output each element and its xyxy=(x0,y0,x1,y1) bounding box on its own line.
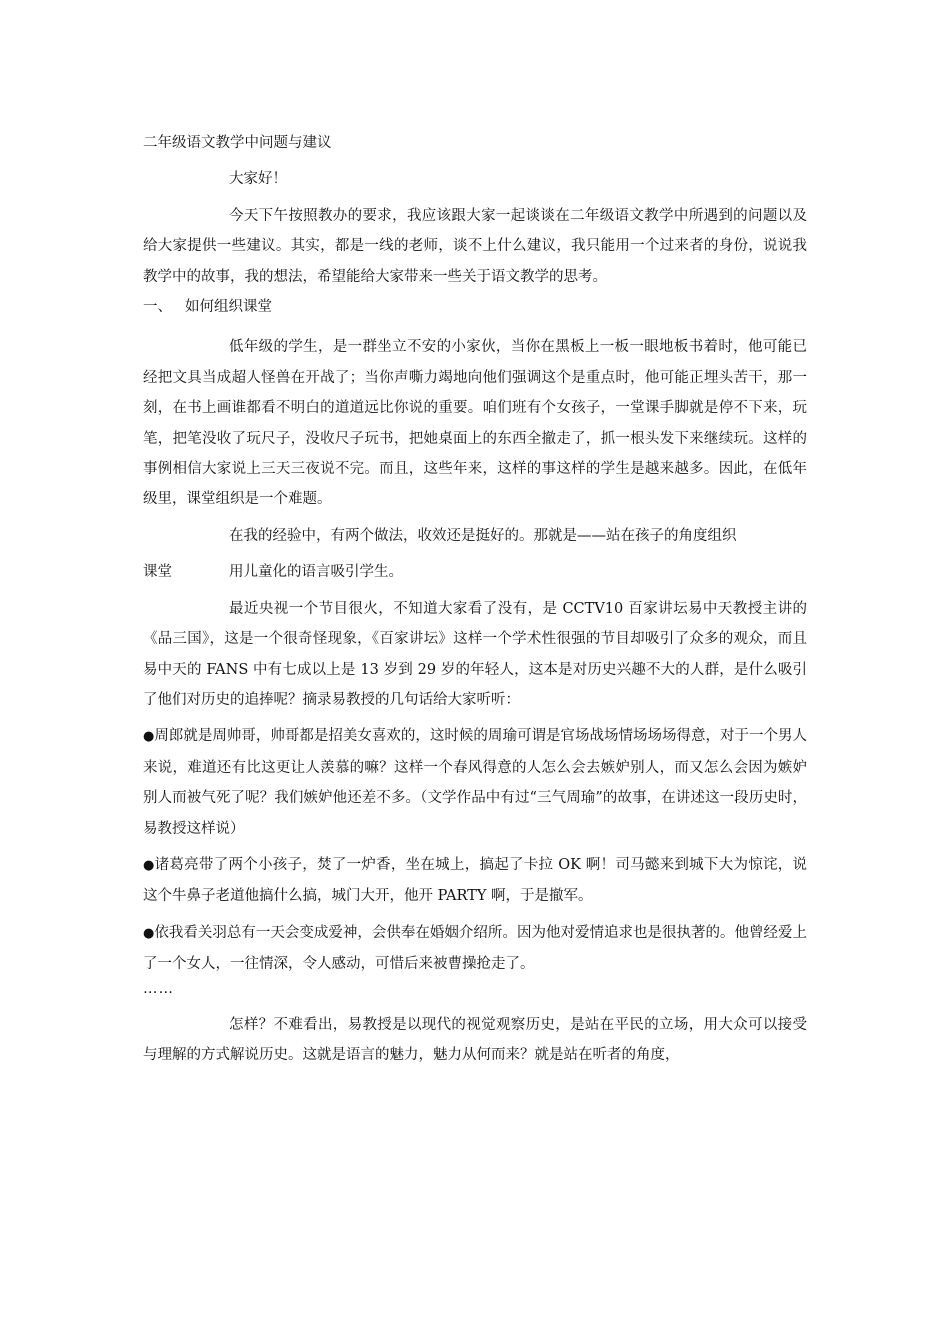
ellipsis: …… xyxy=(143,980,174,997)
quote-text: 依我看关羽总有一天会变成爱神，会供奉在婚姻介绍所。因为他对爱情追求也是很执著的。他曾经爱上了一个女人，一往情深，令人感动，可惜后来被曹操抢走了。 xyxy=(143,924,808,973)
greeting: 大家好！ xyxy=(229,171,287,188)
bullet-icon: ● xyxy=(143,857,155,873)
paragraph-conclusion: 怎样？不难看出，易教授是以现代的视觉观察历史，是站在平民的立场，用大众可以接受与理解的方式解说历史。这就是语言的魅力，魅力从何而来？就是站在听者的角度， xyxy=(143,1016,807,1063)
paragraph-cctv-program: 最近央视一个节目很火，不知道大家看了没有，是 CCTV10 百家讲坛易中天教授主讲的《品三国》，这是一个很奇怪现象，《百家讲坛》这样一个学术性很强的节目却吸引了众多的观众，而且易中天的 FANS 中有七成以上是 13 岁到 29 岁的年轻人，这本是对历史兴趣不大的人群，是什么吸引了他们对历史的追捧呢？摘录易教授的几句话给大家听听： xyxy=(143,600,807,708)
paragraph-experience-lead: 在我的经验中，有两个做法，收效还是挺好的。那就是——站在孩子的角度组织 xyxy=(229,527,737,544)
bullet-icon: ● xyxy=(143,925,155,941)
paragraph-experience-tail-label: 课堂 xyxy=(143,564,172,581)
paragraph-classroom-problem: 低年级的学生，是一群坐立不安的小家伙，当你在黑板上一板一眼地板书着时，他可能已经把文具当成超人怪兽在开战了；当你声嘶力竭地向他们强调这个是重点时，他可能正埋头苦干，那一刻，在书上画谁都看不明白的道道远比你说的重要。咱们班有个女孩子，一堂课手脚就是停不下来，玩笔，把笔没收了玩尺子，没收尺子玩书，把她桌面上的东西全撤走了，抓一根头发下来继续玩。这样的事例相信大家说上三天三夜说不完。而且，这些年来，这样的事这样的学生是越来越多。因此，在低年级里，课堂组织是一个难题。 xyxy=(143,339,807,508)
section-heading xyxy=(143,292,807,322)
document-body xyxy=(143,128,807,1070)
intro-paragraph: 今天下午按照教办的要求，我应该跟大家一起谈谈在二年级语文教学中所遇到的问题以及给大家提供一些建议。其实，都是一线的老师，谈不上什么建议，我只能用一个过来者的身份，说说我教学中的故事，我的想法，希望能给大家带来一些关于语文教学的思考。 xyxy=(143,207,807,285)
paragraph-experience-tail xyxy=(143,557,807,587)
section-number: 一、 xyxy=(143,299,172,316)
paragraph-experience-tail-text: 用儿童化的语言吸引学生。 xyxy=(229,564,403,581)
quote-bullet-zhugeliang xyxy=(143,850,807,912)
quote-bullet-zhouyu xyxy=(143,721,807,844)
document-title: 二年级语文教学中问题与建议 xyxy=(143,135,332,151)
quote-text: 周郎就是周帅哥，帅哥都是招美女喜欢的，这时候的周瑜可谓是官场战场情场场场得意，对于一个男人来说，难道还有比这更让人羡慕的嘛？这样一个春风得意的人怎么会去嫉妒别人，而又怎么会因为嫉妒别人而被气死了呢？我们嫉妒他还差不多。（文学作品中有过“三气周瑜”的故事，在讲述这一段历史时，易教授这样说） xyxy=(143,728,808,837)
bullet-icon: ● xyxy=(143,729,155,745)
section-title: 如何组织课堂 xyxy=(185,299,272,316)
quote-text: 诸葛亮带了两个小孩子，焚了一炉香，坐在城上，搞起了卡拉 OK 啊！司马懿来到城下大为惊诧，说这个牛鼻子老道他搞什么搞，城门大开，他开 PARTY 啊，于是撤军。 xyxy=(143,856,808,905)
quote-bullet-guanyu xyxy=(143,918,807,980)
